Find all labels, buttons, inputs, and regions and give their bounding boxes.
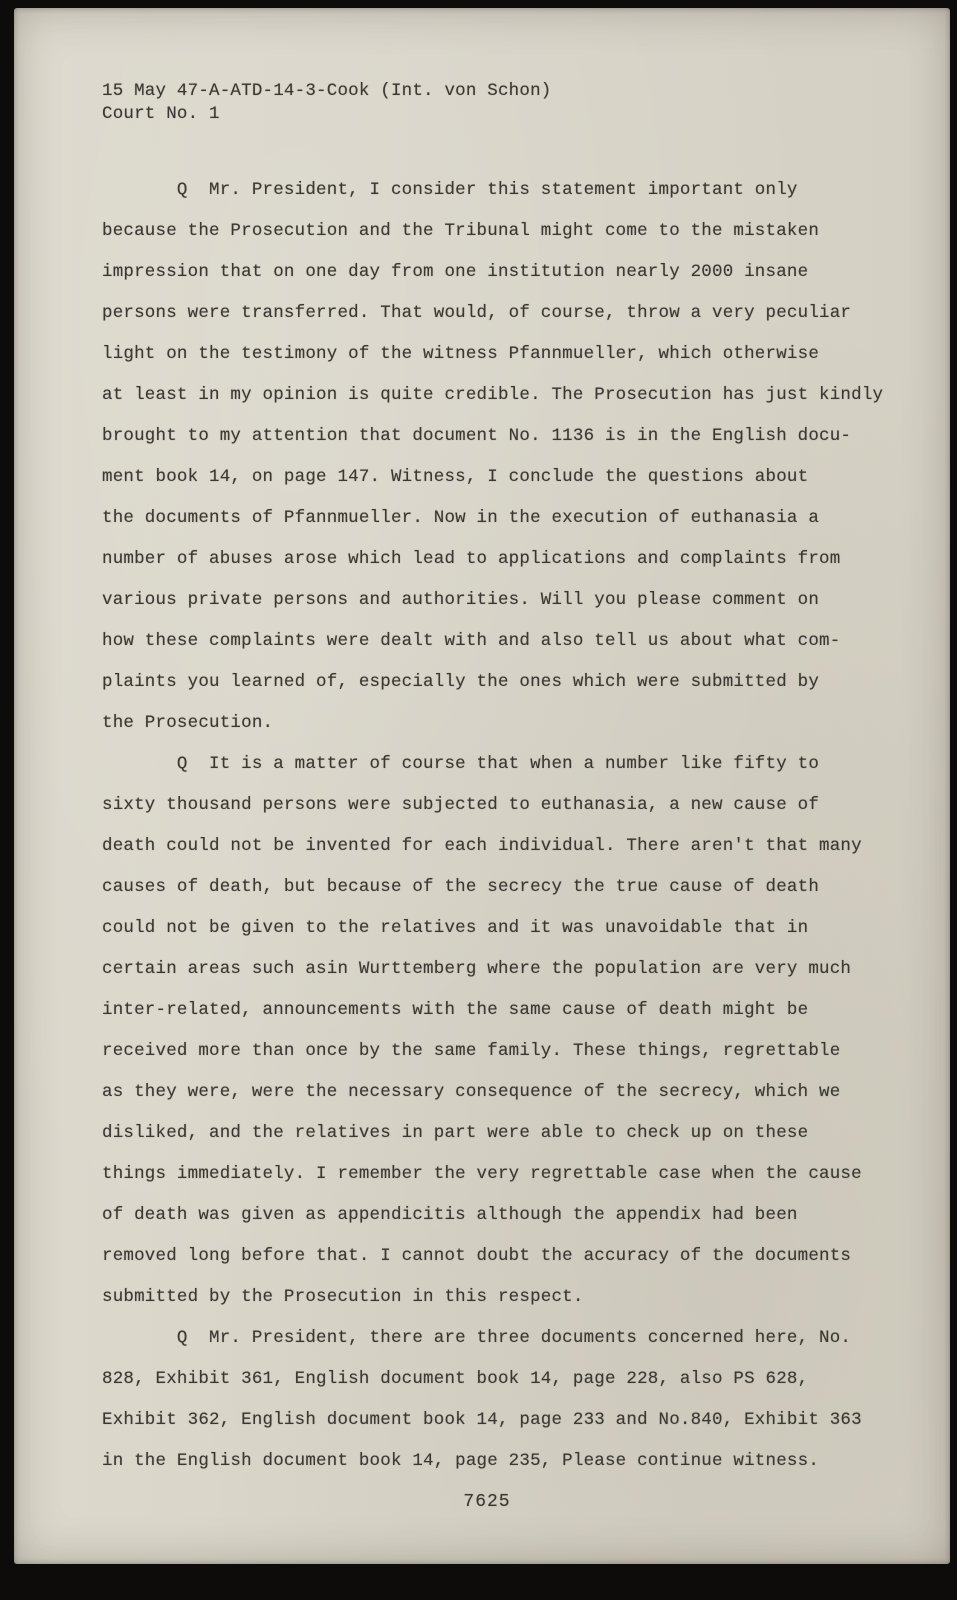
text-line: because the Prosecution and the Tribunal might come to the mistaken	[102, 221, 820, 241]
text-line: 828, Exhibit 361, English document book 14, page 228, also PS 628,	[102, 1369, 809, 1389]
text-line: brought to my attention that document No. 1136 is in the English docu-	[102, 426, 852, 446]
text-line: the Prosecution.	[102, 713, 274, 733]
text-line: Q It is a matter of course that when a number like fifty to	[102, 754, 820, 774]
text-line: things immediately. I remember the very regrettable case when the cause	[102, 1164, 862, 1184]
text-line: how these complaints were dealt with and also tell us about what com-	[102, 631, 841, 651]
text-line: Exhibit 362, English document book 14, page 233 and No.840, Exhibit 363	[102, 1410, 862, 1430]
header-line-1: 15 May 47-A-ATD-14-3-Cook (Int. von Schon)	[102, 81, 552, 101]
text-line: various private persons and authorities. Will you please comment on	[102, 590, 820, 610]
text-line: disliked, and the relatives in part were able to check up on these	[102, 1123, 809, 1143]
paper	[14, 8, 950, 1564]
text-line: the documents of Pfannmueller. Now in the execution of euthanasia a	[102, 508, 820, 528]
page-number: 7625	[463, 1492, 511, 1512]
text-line: plaints you learned of, especially the ones which were submitted by	[102, 672, 820, 692]
text-line: death could not be invented for each individual. There aren't that many	[102, 836, 862, 856]
text-line: persons were transferred. That would, of course, throw a very peculiar	[102, 303, 852, 323]
text-line: sixty thousand persons were subjected to euthanasia, a new cause of	[102, 795, 820, 815]
text-line: certain areas such asin Wurttemberg where the population are very much	[102, 959, 852, 979]
text-line: impression that on one day from one institution nearly 2000 insane	[102, 262, 809, 282]
text-line: of death was given as appendicitis although the appendix had been	[102, 1205, 798, 1225]
text-line: received more than once by the same family. These things, regrettable	[102, 1041, 841, 1061]
text-line: at least in my opinion is quite credible. The Prosecution has just kindly	[102, 385, 884, 405]
text-line: Q Mr. President, there are three documents concerned here, No.	[102, 1328, 852, 1348]
text-line: light on the testimony of the witness Pfannmueller, which otherwise	[102, 344, 820, 364]
text-line: causes of death, but because of the secrecy the true cause of death	[102, 877, 820, 897]
header-line-2: Court No. 1	[102, 104, 220, 124]
text-line: as they were, were the necessary consequence of the secrecy, which we	[102, 1082, 841, 1102]
text-line: Q Mr. President, I consider this statement important only	[102, 180, 798, 200]
text-line: removed long before that. I cannot doubt the accuracy of the documents	[102, 1246, 852, 1266]
document-body	[102, 170, 892, 1482]
text-line: in the English document book 14, page 235, Please continue witness.	[102, 1451, 820, 1471]
text-line: could not be given to the relatives and it was unavoidable that in	[102, 918, 809, 938]
text-line: inter-related, announcements with the same cause of death might be	[102, 1000, 809, 1020]
text-line: ment book 14, on page 147. Witness, I conclude the questions about	[102, 467, 809, 487]
document-header	[102, 80, 892, 126]
text-line: submitted by the Prosecution in this respect.	[102, 1287, 584, 1307]
text-line: number of abuses arose which lead to applications and complaints from	[102, 549, 841, 569]
